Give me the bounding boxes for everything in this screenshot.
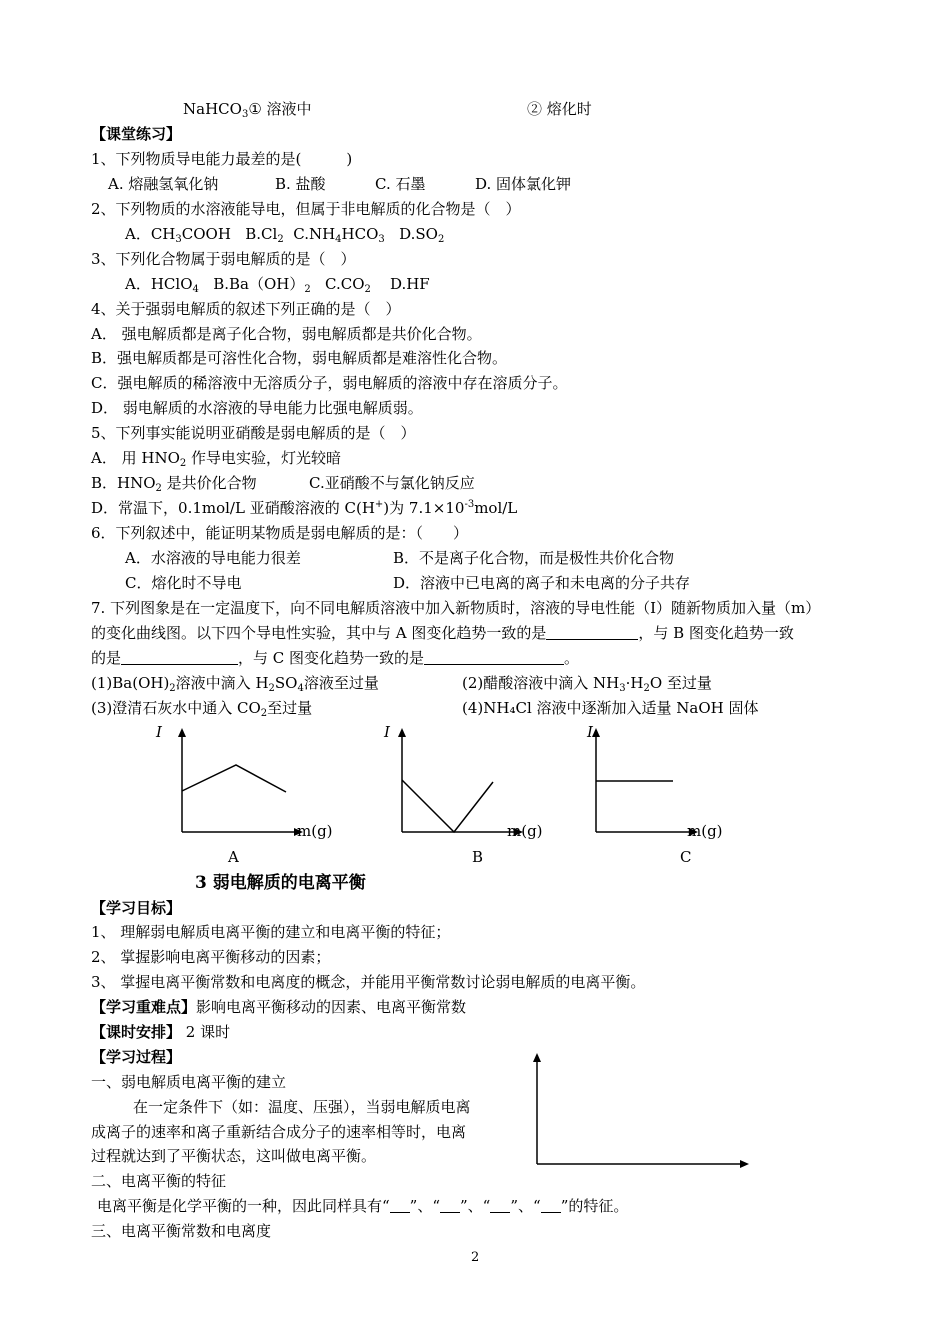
q7-line3-text: 的是 [91,649,122,667]
y-arrow [592,728,600,737]
q5-d-rest: mol/L [474,499,518,517]
graph-c [565,720,755,870]
y-arrow [178,728,186,737]
graph-a [150,720,340,870]
graph-label: B [472,848,484,866]
schedule-header: 【课时安排】 [91,1023,182,1041]
q6-option-a: A．水溶液的导电能力很差 [125,549,301,567]
subscript: 3 [175,234,182,245]
graph-b [370,720,560,870]
q6-option-d: D．溶液中已电离的离子和未电离的分子共存 [393,574,691,592]
goal-item: 1、 理解弱电解质电离平衡的建立和电离平衡的特征； [91,923,451,941]
e2-text: (2)醋酸溶液中滴入 NH [462,674,620,692]
part1-text: 在一定条件下（如：温度、压强），当弱电解质电离 [133,1098,471,1116]
q2-stem: 2、下列物质的水溶液能导电，但属于非电解质的化合物是（ ） [91,200,521,218]
q6-option-c: C．熔化时不导电 [125,574,242,592]
in-solution-label: ① 溶液中 [248,100,312,118]
e1-text: SO [274,674,298,692]
q1-option-a: A. 熔融氢氧化钠 [108,175,219,193]
part2-text-start: 电离平衡是化学平衡的一种，因此同样具有“ [97,1197,390,1215]
curve-a [182,765,286,792]
q2-options [125,224,444,244]
q3-d: D.HF [389,275,430,293]
q5-option-b [91,473,257,493]
subscript: 2 [304,284,311,295]
q7-line2-text: 的变化曲线图。以下四个导电性实验，其中与 A 图变化趋势一致的是 [91,624,547,642]
part1-text: 成离子的速率和离子重新结合成分子的速率相等时，电离 [91,1123,467,1141]
q2-d: D.SO [399,225,438,243]
goal-item: 3、 掌握电离平衡常数和电离度的概念，并能用平衡常数讨论弱电解质的电离平衡。 [91,973,646,991]
subscript: 2 [268,683,275,694]
q7-line2 [91,623,794,643]
feature-blank[interactable] [390,1198,410,1213]
e3-text: (3)澄清石灰水中通入 CO [91,699,261,717]
q5-b-text: B．HNO [91,474,156,492]
subscript: 4 [192,284,199,295]
q5-a-text: A． 用 HNO [91,449,180,467]
process-header: 【学习过程】 [91,1048,182,1066]
x-axis-label: m(g) [297,822,333,840]
key-points-text: 影响电离平衡移动的因素、电离平衡常数 [196,998,467,1016]
part2-text [97,1196,628,1216]
section-title: 3 弱电解质的电离平衡 [195,873,366,893]
q3-a: A．HClO [125,275,193,293]
answer-blank-c[interactable] [424,650,564,665]
part1-text: 过程就达到了平衡状态，这叫做电离平衡。 [91,1147,377,1165]
q3-c: C.CO [325,275,365,293]
q1-option-b: B. 盐酸 [275,175,326,193]
subscript: 2 [169,683,176,694]
x-arrow [740,1160,749,1168]
key-points-line [91,997,466,1017]
q2-a-rest: COOH [181,225,231,243]
q7-experiment-1 [91,673,379,693]
q7-line3-end: 。 [564,649,580,667]
e3-text: 至过量 [267,699,313,717]
x-axis-label: m(g) [687,822,723,840]
goal-item: 2、 掌握影响电离平衡移动的因素； [91,948,331,966]
answer-blank-b[interactable] [121,650,238,665]
subscript: 2 [179,458,187,469]
q4-option-d: D． 弱电解质的水溶液的导电能力比强电解质弱。 [91,399,423,417]
q7-experiment-4: (4)NH₄Cl 溶液中逐渐加入适量 NaOH 固体 [462,699,759,717]
y-axis-label: I [156,723,162,741]
subscript: 2 [437,234,445,245]
q3-options [125,274,430,294]
q3-b: B.Ba（OH） [213,275,305,293]
subscript: 2 [364,284,371,295]
q7-line3-mid: ，与 C 图变化趋势一致的是 [238,649,425,667]
subscript: 3 [378,234,385,245]
part2-sep: ”、“ [510,1197,541,1215]
part2-title: 二、电离平衡的特征 [91,1172,227,1190]
q2-b: B.Cl [245,225,278,243]
e2-text: O 至过量 [649,674,712,692]
practice-header: 【课堂练习】 [91,125,182,143]
subscript: 3 [619,683,626,694]
q1-stem: 1、下列物质导电能力最差的是( ) [91,150,353,168]
superscript: -3 [464,499,475,510]
q5-option-c: C.亚硝酸不与氯化钠反应 [309,474,475,492]
q2-a: A．CH [125,225,176,243]
q5-d-text: D．常温下，0.1mol/L 亚硝酸溶液的 C(H [91,499,375,517]
q5-b-rest: 是共价化合物 [161,474,257,492]
feature-blank[interactable] [440,1198,460,1213]
y-axis-label: I [587,723,593,741]
q5-option-a [91,448,341,468]
e2-text: ·H [625,674,644,692]
subscript: 2 [155,483,162,494]
q7-line3 [91,648,579,668]
subscript: 4 [297,683,304,694]
schedule-text: 2 课时 [181,1023,231,1041]
part1-title: 一、弱电解质电离平衡的建立 [91,1073,287,1091]
q4-stem: 4、关于强弱电解质的叙述下列正确的是（ ） [91,300,401,318]
part2-sep: ”、“ [409,1197,441,1215]
q4-option-c: C．强电解质的稀溶液中无溶质分子，弱电解质的溶液中存在溶质分子。 [91,374,568,392]
subscript: 3 [241,109,249,120]
part2-sep: ”、“ [460,1197,491,1215]
y-arrow [533,1053,541,1062]
q6-option-b: B．不是离子化合物，而是极性共价化合物 [393,549,675,567]
superscript: + [374,499,384,510]
q5-a-rest: 作导电实验，灯光较暗 [186,449,342,467]
q7-line1: 7. 下列图象是在一定温度下，向不同电解质溶液中加入新物质时，溶液的导电性能（I）随新物质加入量（m） [91,599,821,617]
q4-option-b: B．强电解质都是可溶性化合物，弱电解质都是难溶性化合物。 [91,349,508,367]
curve-b [402,780,493,832]
graph-label: C [680,848,692,866]
e1-text: (1)Ba(OH) [91,674,170,692]
melting-label: ② 熔化时 [527,100,592,118]
q2-c: C.NH [293,225,336,243]
blank-axes-diagram [528,1050,758,1175]
q7-line2-rest: ，与 B 图变化趋势一致 [638,624,794,642]
goals-header: 【学习目标】 [91,899,182,917]
y-axis-label: I [384,723,390,741]
q6-stem: 6．下列叙述中，能证明某物质是弱电解质的是：（ ） [91,524,469,542]
key-points-header: 【学习重难点】 [91,998,197,1016]
e1-text: 溶液至过量 [303,674,379,692]
graph-label: A [228,848,239,866]
subscript: 2 [260,708,268,719]
x-axis-label: m(g) [507,822,543,840]
subscript: 2 [643,683,650,694]
q1-option-c: C. 石墨 [375,175,426,193]
q5-stem: 5、下列事实能说明亚硝酸是弱电解质的是（ ） [91,424,416,442]
e1-text: 溶液中滴入 H [175,674,269,692]
top-line [183,99,312,119]
q3-stem: 3、下列化合物属于弱电解质的是（ ） [91,250,356,268]
subscript: 4 [335,234,342,245]
part3-title: 三、电离平衡常数和电离度 [91,1222,272,1240]
feature-blank[interactable] [541,1198,561,1213]
q7-experiment-2 [462,673,712,693]
q1-option-d: D. 固体氯化钾 [475,175,572,193]
q2-c-rest: HCO [341,225,379,243]
y-arrow [398,728,406,737]
q4-option-a: A． 强电解质都是离子化合物，弱电解质都是共价化合物。 [91,325,482,343]
nahco3-label: NaHCO [183,100,242,118]
q5-d-mid: )为 7.1×10 [383,499,465,517]
q5-option-d [91,498,517,518]
subscript: 2 [277,234,284,245]
feature-blank[interactable] [490,1198,510,1213]
schedule-line [91,1022,230,1042]
q7-experiment-3 [91,698,312,718]
answer-blank-a[interactable] [546,625,638,640]
part2-text-end: ”的特征。 [560,1197,629,1215]
page-number: 2 [471,1250,480,1265]
